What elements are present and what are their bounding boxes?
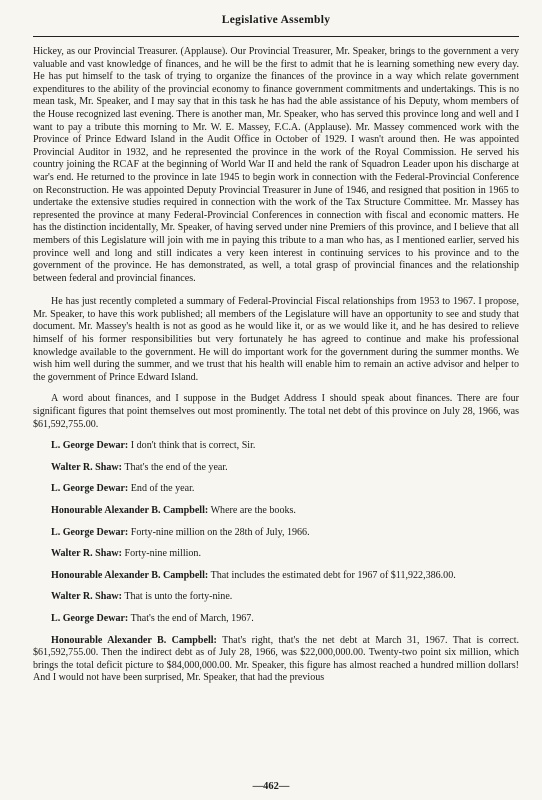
dialogue-line — [33, 505, 519, 518]
dialogue-line — [33, 570, 519, 583]
speech-text: That's the end of March, 1967. — [128, 612, 254, 624]
paragraph-2: He has just recently completed a summary of Federal-Provincial Fiscal relationships from 1953 to 1967. I propose, Mr. Speaker, to have this work published; all members of the Legislature will have an opportunity to see and study that document. Mr. Massey's health is not as good as he would like it, or as we would like it, and he has desired to relieve himself of his former responsibilities but very fortunately he has agreed to continue and make his professional knowledge available to the government. He will do important work for the government during the summer months. We wish him well during the summer, and we trust that his health will enable him to remain an active advisor and helper to the government of Prince Edward Island. — [33, 296, 519, 383]
paragraph-3: A word about finances, and I suppose in the Budget Address I should speak about finances. There are four significant figures that point themselves out most prominently. The total net debt of this province on July 28, 1966, was $61,592,755.00. — [33, 393, 519, 430]
speech-text: That's the end of the year. — [121, 461, 228, 473]
dialogue-line — [33, 613, 519, 626]
speaker-name: Honourable Alexander B. Campbell: — [51, 634, 217, 646]
speech-text: That includes the estimated debt for 1967 of $11,922,386.00. — [208, 569, 456, 581]
speaker-name: Honourable Alexander B. Campbell: — [51, 569, 209, 581]
speaker-name: Walter R. Shaw: — [51, 461, 122, 473]
speaker-name: Honourable Alexander B. Campbell: — [51, 505, 209, 516]
dialogue-line — [33, 548, 519, 561]
speech-text: That is unto the forty-nine. — [121, 591, 233, 603]
dialogue-line — [33, 483, 519, 496]
header-rule — [33, 36, 519, 37]
paragraph-1: Hickey, as our Provincial Treasurer. (Applause). Our Provincial Treasurer, Mr. Speaker, brings to the government a very valuable and vast knowledge of finances, and he will be the first to admit that he is learning something new every day. He has put himself to the task of trying to organize the finances of the province in a way which relate government expenditures to the ability of the provincial economy to finance government commitments and undertakings. This is no mean task, Mr. Speaker, and I may say that in this task he has had the able assistance of his Deputy, whom members of the House recognized last evening. There is another man, Mr. Speaker, who has served this province long and well and I want to pay a tribute this morning to Mr. W. E. Massey, F.C.A. (Applause). Mr. Massey commenced work with the Province of Prince Edward Island in the Audit Office in October of 1929. I wasn't around then. He was appointed Provincial Auditor in 1932, and he represented the province in the work of the Royal Commission. He served his country joining the RCAF at the beginning of World War II and held the rank of Squadron Leader upon his discharge at war's end. He returned to the province in late 1945 to begin work in connection with the Federal-Provincial Conference on Reconstruction. He was appointed Deputy Provincial Treasurer in June of 1946, and resigned that position in 1965 to undertake the extensive studies required in connection with the work of the Tax Structure Committee. Mr. Massey has represented the province at many Federal-Provincial Conferences in connection with fiscal and economic matters. He has the distinction incidentally, Mr. Speaker, of having served under nine Premiers of this province, and I believe that all members of this Legislature will join with me in paying this tribute to a man who has, as I mentioned earlier, served his province well and long and still indicates a very keen interest in continuing services to his province and to the government of the province. He has demonstrated, as well, a total grasp of provincial finances and the relationship between federal and provincial finances. — [33, 46, 519, 284]
document-body — [33, 46, 519, 685]
dialogue-line — [33, 462, 519, 475]
speaker-name: L. George Dewar: — [51, 612, 129, 624]
dialogue-line — [33, 440, 519, 453]
speaker-name: Walter R. Shaw: — [51, 591, 122, 603]
dialogue-line — [33, 591, 519, 604]
speech-text: Forty-nine million on the 28th of July, 1966. — [128, 526, 310, 538]
speech-text: That's right, that's the net debt at March 31, 1967. That is correct. $61,592,755.00. Then the indirect debt as of July 28, 1966, was $22,000,000.00. Twenty-two point six million, which brings the total deficit picture to $84,000,000.00. Mr. Speaker, this figure has almost reached a hundred million dollars! And I would not have been surprised, Mr. Speaker, that had the previous — [33, 634, 519, 684]
page-number: —462— — [252, 781, 290, 792]
running-header: Legislative Assembly — [221, 14, 331, 26]
dialogue-line — [33, 527, 519, 540]
speech-text: Where are the books. — [208, 505, 296, 516]
speaker-name: Walter R. Shaw: — [51, 548, 122, 560]
speech-text: End of the year. — [128, 483, 195, 495]
speech-text: I don't think that is correct, Sir. — [128, 440, 256, 452]
speech-text: Forty-nine million. — [121, 548, 201, 560]
dialogue-line — [33, 635, 519, 685]
speaker-name: L. George Dewar: — [51, 483, 129, 495]
speaker-name: L. George Dewar: — [51, 526, 129, 538]
speaker-name: L. George Dewar: — [51, 440, 129, 452]
